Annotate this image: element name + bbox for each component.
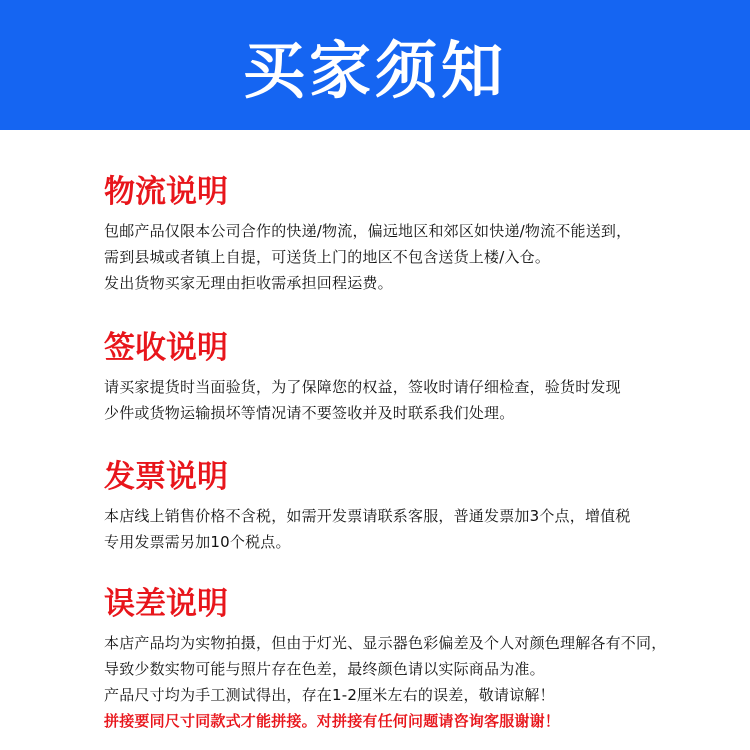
section-receipt [104,330,724,426]
section-body-invoice [104,503,724,555]
text-line: 产品尺寸均为手工测试得出，存在1-2厘米左右的误差，敬请谅解！ [104,686,555,704]
warning-text: 拼接要同尺寸同款式才能拼接。对拼接有任何问题请咨询客服谢谢！ [104,712,561,730]
section-title-error: 误差说明 [104,586,228,622]
section-invoice [104,459,724,555]
text-line: 少件或货物运输损坏等情况请不要签收并及时联系我们处理。 [104,404,515,422]
section-title-receipt: 签收说明 [104,330,228,366]
text-line: 包邮产品仅限本公司合作的快递/物流，偏远地区和郊区如快递/物流不能送到， [104,222,632,240]
text-line: 导致少数实物可能与照片存在色差，最终颜色请以实际商品为准。 [104,660,545,678]
text-line: 本店线上销售价格不含税，如需开发票请联系客服，普通发票加3个点，增值税 [104,507,631,525]
header-banner [0,0,750,130]
notice-content [0,130,750,750]
section-body-error [104,630,724,734]
section-error [104,586,724,734]
section-body-logistics [104,218,724,296]
section-body-receipt [104,374,724,426]
page-title: 买家须知 [242,33,507,107]
section-title-invoice: 发票说明 [104,459,228,495]
text-line: 请买家提货时当面验货，为了保障您的权益，签收时请仔细检查，验货时发现 [104,378,621,396]
text-line: 需到县城或者镇上自提，可送货上门的地区不包含送货上楼/入仓。 [104,248,551,266]
section-title-logistics: 物流说明 [104,174,228,210]
section-logistics [104,174,724,296]
text-line: 专用发票需另加10个税点。 [104,533,291,551]
text-line: 本店产品均为实物拍摄，但由于灯光、显示器色彩偏差及个人对颜色理解各有不同， [104,634,667,652]
text-line: 发出货物买家无理由拒收需承担回程运费。 [104,274,393,292]
